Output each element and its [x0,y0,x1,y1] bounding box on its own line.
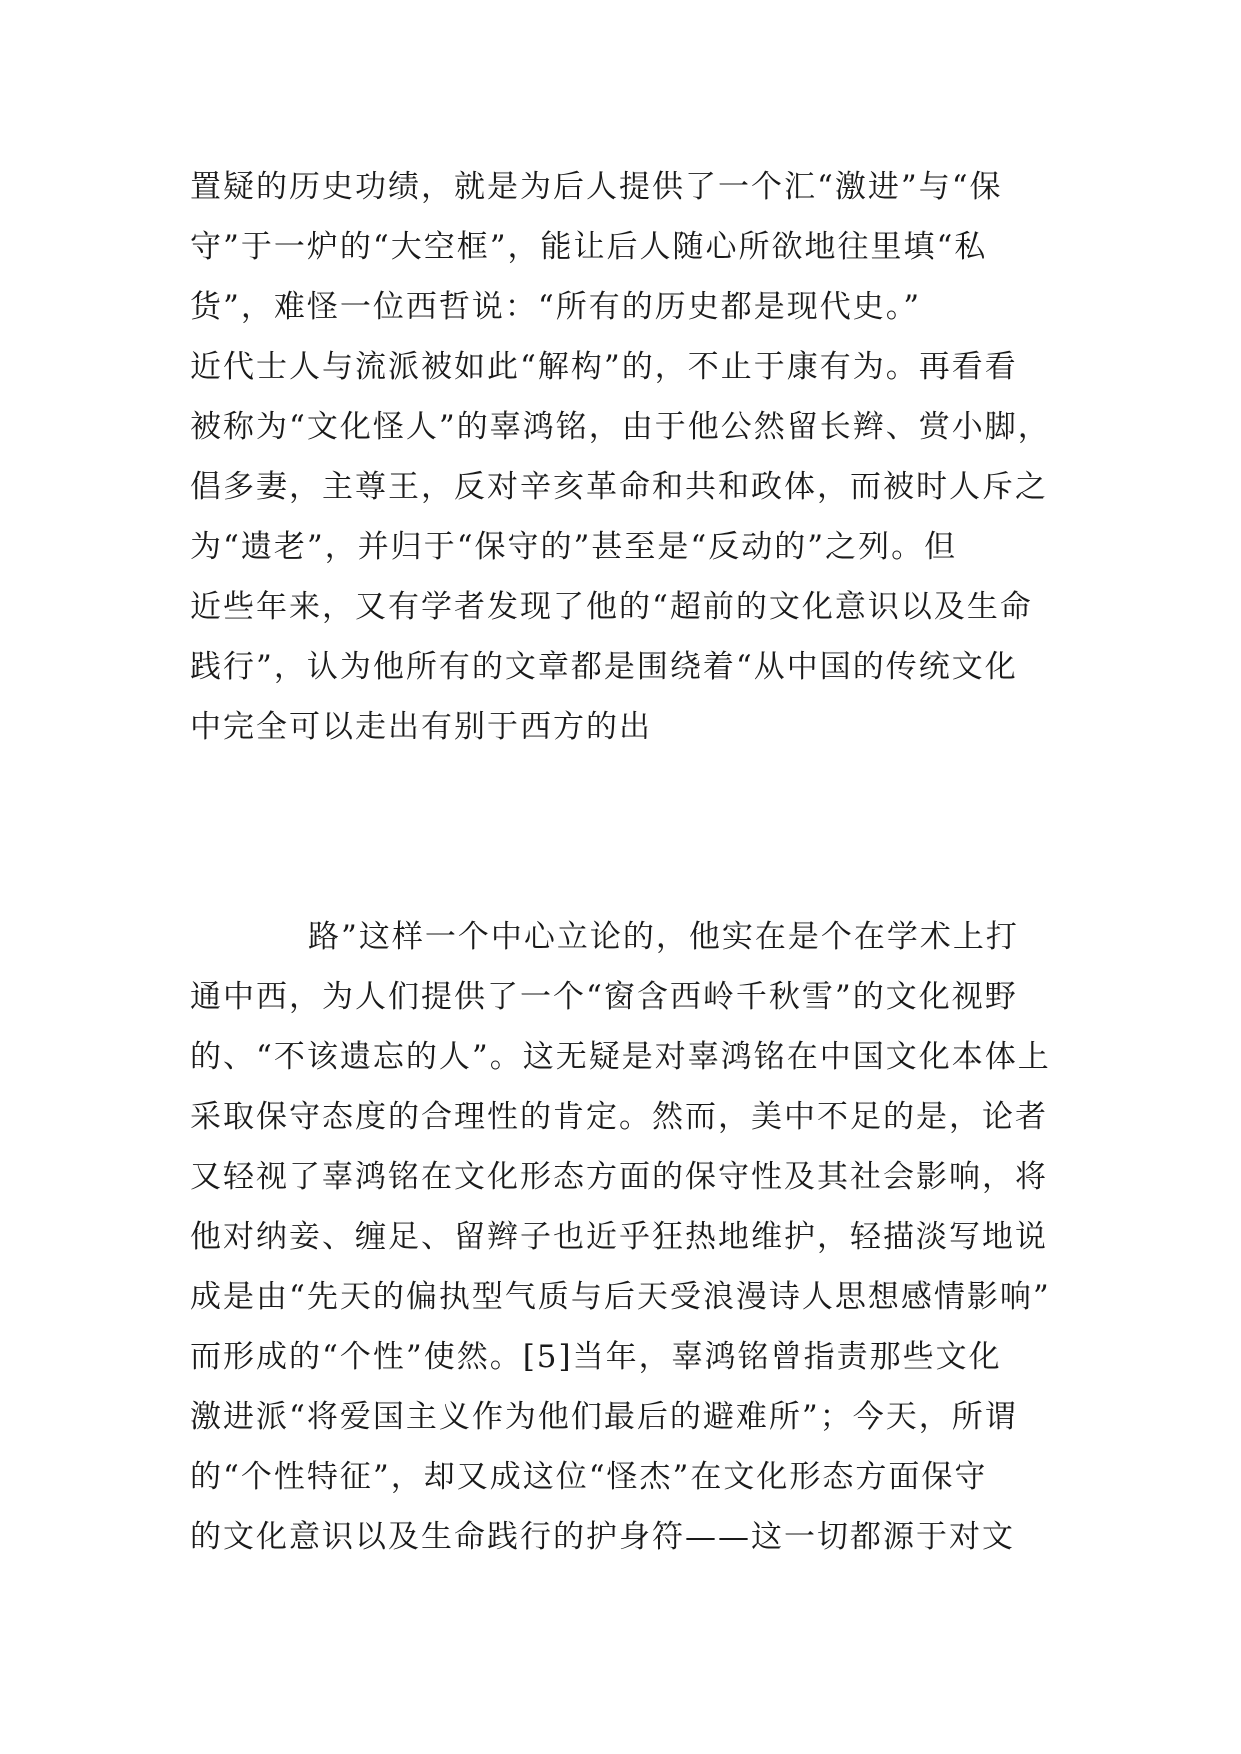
text-block-top [190,157,1052,757]
text-line: 采取保守态度的合理性的肯定。然而，美中不足的是，论者 [190,1099,1048,1135]
text-line: 为“遗老”，并归于“保守的”甚至是“反动的”之列。但 [190,529,958,565]
text-line: 倡多妻，主尊王，反对辛亥革命和共和政体，而被时人斥之 [190,469,1048,505]
text-line: 他对纳妾、缠足、留辫子也近乎狂热地维护，轻描淡写地说 [190,1219,1048,1255]
text-line: 激进派“将爱国主义作为他们最后的避难所”；今天，所谓 [190,1399,1018,1435]
text-line: 又轻视了辜鸿铭在文化形态方面的保守性及其社会影响，将 [190,1159,1048,1195]
text-line: 通中西，为人们提供了一个“窗含西岭千秋雪”的文化视野 [190,979,1018,1015]
text-line: 近代士人与流派被如此“解构”的，不止于康有为。再看看 [190,349,1018,385]
text-line: 的、“不该遗忘的人”。这无疑是对辜鸿铭在中国文化本体上 [190,1039,1051,1075]
text-line: 近些年来，又有学者发现了他的“超前的文化意识以及生命 [190,589,1033,625]
text-line: 置疑的历史功绩，就是为后人提供了一个汇“激进”与“保 [190,169,1003,205]
text-line: 的“个性特征”，却又成这位“怪杰”在文化形态方面保守 [190,1459,988,1495]
text-line: 货”，难怪一位西哲说：“所有的历史都是现代史。” [190,289,922,325]
text-line: 路”这样一个中心立论的，他实在是个在学术上打 [308,919,1019,955]
text-line: 而形成的“个性”使然。[5]当年，辜鸿铭曾指责那些文化 [190,1339,1002,1375]
text-line: 践行”，认为他所有的文章都是围绕着“从中国的传统文化 [190,649,1018,685]
text-line: 被称为“文化怪人”的辜鸿铭，由于他公然留长辫、赏小脚， [190,409,1051,445]
text-line: 守”于一炉的“大空框”，能让后人随心所欲地往里填“私 [190,229,988,265]
text-line: 的文化意识以及生命践行的护身符——这一切都源于对文 [190,1519,1015,1555]
text-block-bottom [190,907,1052,1567]
text-line: 成是由“先天的偏执型气质与后天受浪漫诗人思想感情影响” [190,1279,1051,1315]
text-line: 中完全可以走出有别于西方的出 [190,709,652,745]
